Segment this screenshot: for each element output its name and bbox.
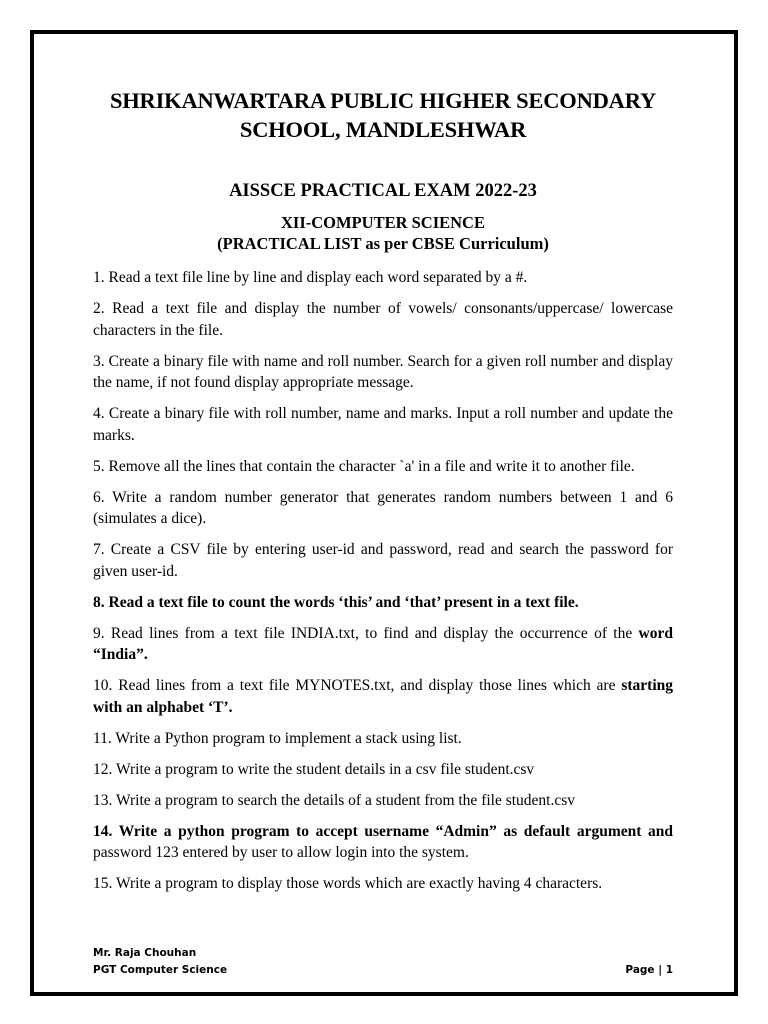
school-title xyxy=(93,86,673,144)
document-body xyxy=(93,86,673,904)
footer-designation: PGT Computer Science xyxy=(93,964,228,976)
page-number: Page | 1 xyxy=(625,964,673,976)
exam-title: AISSCE PRACTICAL EXAM 2022-23 xyxy=(229,181,537,201)
list-item-10 xyxy=(93,675,673,718)
list-item-6: 6. Write a random number generator that generates random numbers between 1 and 6 (simulates a dice). xyxy=(93,488,673,527)
list-item-4: 4. Create a binary file with roll number, name and marks. Input a roll number and update the marks. xyxy=(93,405,673,444)
subject-heading xyxy=(93,212,673,254)
list-item-14 xyxy=(93,821,673,864)
subject-subtitle: (PRACTICAL LIST as per CBSE Curriculum) xyxy=(217,234,549,253)
list-item-15: 15. Write a program to display those words which are exactly having 4 characters. xyxy=(93,875,603,892)
list-item-9-bold: word “India”. xyxy=(93,624,673,663)
school-title-line2: SCHOOL, MANDLESHWAR xyxy=(239,117,527,142)
list-item-14-bold: 14. Write a python program to accept username “Admin” as default argument and xyxy=(93,822,673,840)
school-title-line1: SHRIKANWARTARA PUBLIC HIGHER SECONDARY xyxy=(109,88,657,113)
list-item-14-text: password 123 entered by user to allow login into the system. xyxy=(93,844,469,861)
list-item-12: 12. Write a program to write the student details in a csv file student.csv xyxy=(93,760,535,778)
list-item-9 xyxy=(93,623,673,666)
list-item-11: 11. Write a Python program to implement a stack using list. xyxy=(93,729,462,747)
list-item-10-bold: starting with an alphabet ‘T’. xyxy=(93,677,673,716)
list-item-3: 3. Create a binary file with name and roll number. Search for a given roll number and display the name, if not found display appropriate message. xyxy=(93,352,673,391)
practical-list xyxy=(93,267,673,895)
page-footer xyxy=(93,945,673,979)
list-item-8: 8. Read a text file to count the words ‘this’ and ‘that’ present in a text file. xyxy=(93,593,579,611)
list-item-9-text: 9. Read lines from a text file INDIA.txt, to find and display the occurrence of the xyxy=(93,624,633,642)
subject-name: XII-COMPUTER SCIENCE xyxy=(281,213,485,232)
list-item-5: 5. Remove all the lines that contain the character `a' in a file and write it to another file. xyxy=(93,457,635,475)
list-item-13: 13. Write a program to search the details of a student from the file student.csv xyxy=(93,791,576,809)
footer-author: Mr. Raja Chouhan xyxy=(93,947,197,959)
list-item-7: 7. Create a CSV file by entering user-id and password, read and search the password for given user-id. xyxy=(93,541,673,580)
list-item-2: 2. Read a text file and display the number of vowels/ consonants/uppercase/ lowercase characters in the file. xyxy=(93,300,673,339)
list-item-10-text: 10. Read lines from a text file MYNOTES.txt, and display those lines which are xyxy=(93,677,616,694)
list-item-1: 1. Read a text file line by line and display each word separated by a #. xyxy=(93,269,528,286)
